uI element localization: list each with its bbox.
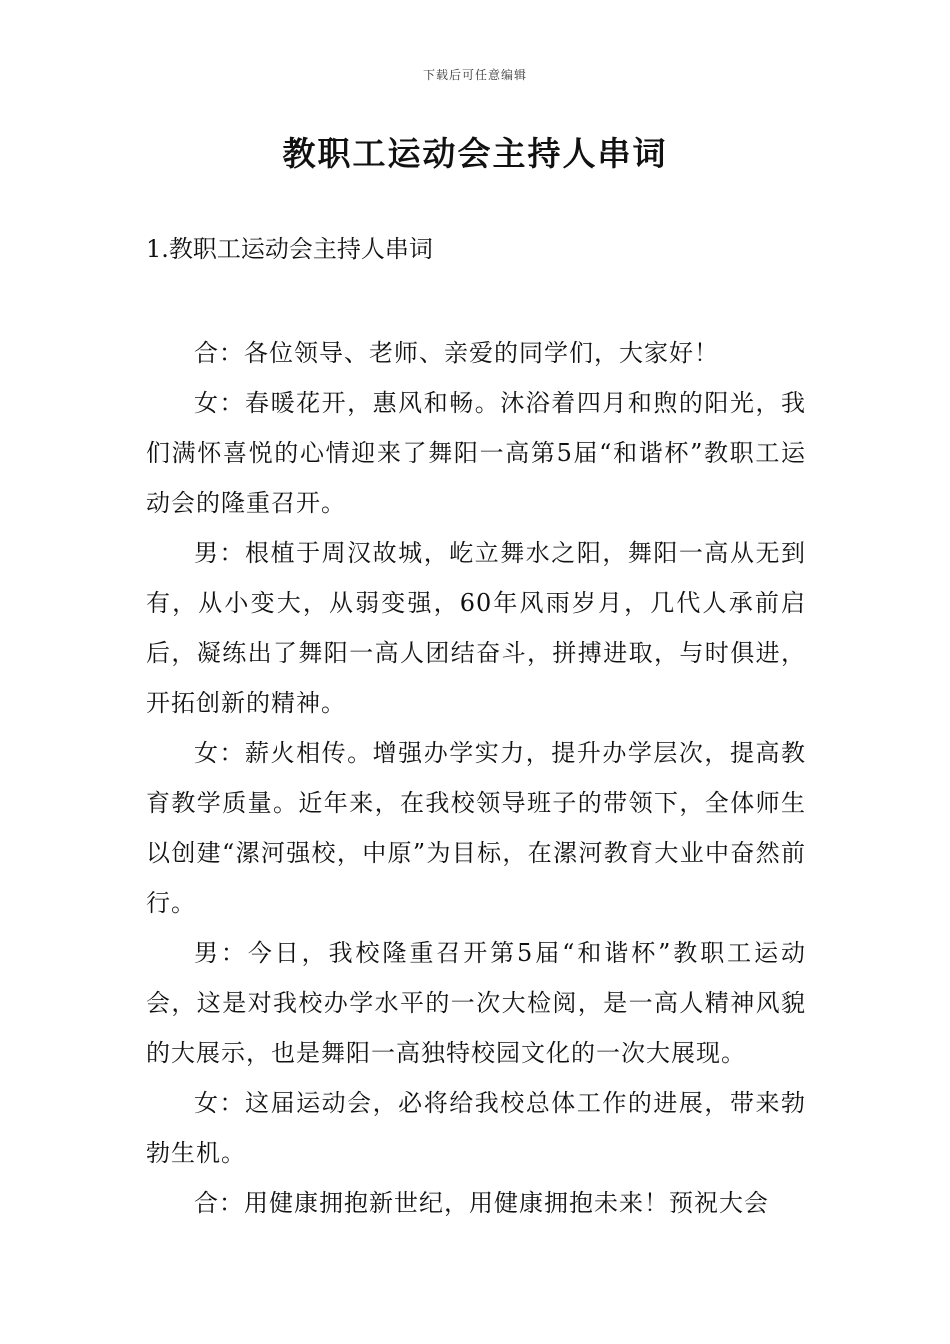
paragraph: 男：根植于周汉故城，屹立舞水之阳，舞阳一高从无到有，从小变大，从弱变强，60年风雨岁月，几代人承前启后，凝练出了舞阳一高人团结奋斗，拼搏进取，与时俱进，开拓创新的精神。 [146, 539, 806, 717]
section-heading: 1.教职工运动会主持人串词 [146, 235, 433, 263]
header-note: 下载后可任意编辑 [422, 68, 527, 82]
paragraph: 女：这届运动会，必将给我校总体工作的进展，带来勃勃生机。 [146, 1089, 806, 1167]
paragraph: 合：各位领导、老师、亲爱的同学们，大家好！ [194, 339, 719, 367]
paragraph: 男：今日，我校隆重召开第5届“和谐杯”教职工运动会，这是对我校办学水平的一次大检阅，是一高人精神风貌的大展示，也是舞阳一高独特校园文化的一次大展现。 [146, 939, 806, 1067]
document-title: 教职工运动会主持人串词 [282, 134, 668, 173]
body-text [146, 328, 806, 1228]
paragraph: 女：薪火相传。增强办学实力，提升办学层次，提高教育教学质量。近年来，在我校领导班子的带领下，全体师生以创建“漯河强校，中原”为目标，在漯河教育大业中奋然前行。 [146, 739, 806, 917]
paragraph: 女：春暖花开，惠风和畅。沐浴着四月和煦的阳光，我们满怀喜悦的心情迎来了舞阳一高第5届“和谐杯”教职工运动会的隆重召开。 [146, 389, 806, 517]
paragraph: 合：用健康拥抱新世纪，用健康拥抱未来！预祝大会 [194, 1189, 769, 1217]
